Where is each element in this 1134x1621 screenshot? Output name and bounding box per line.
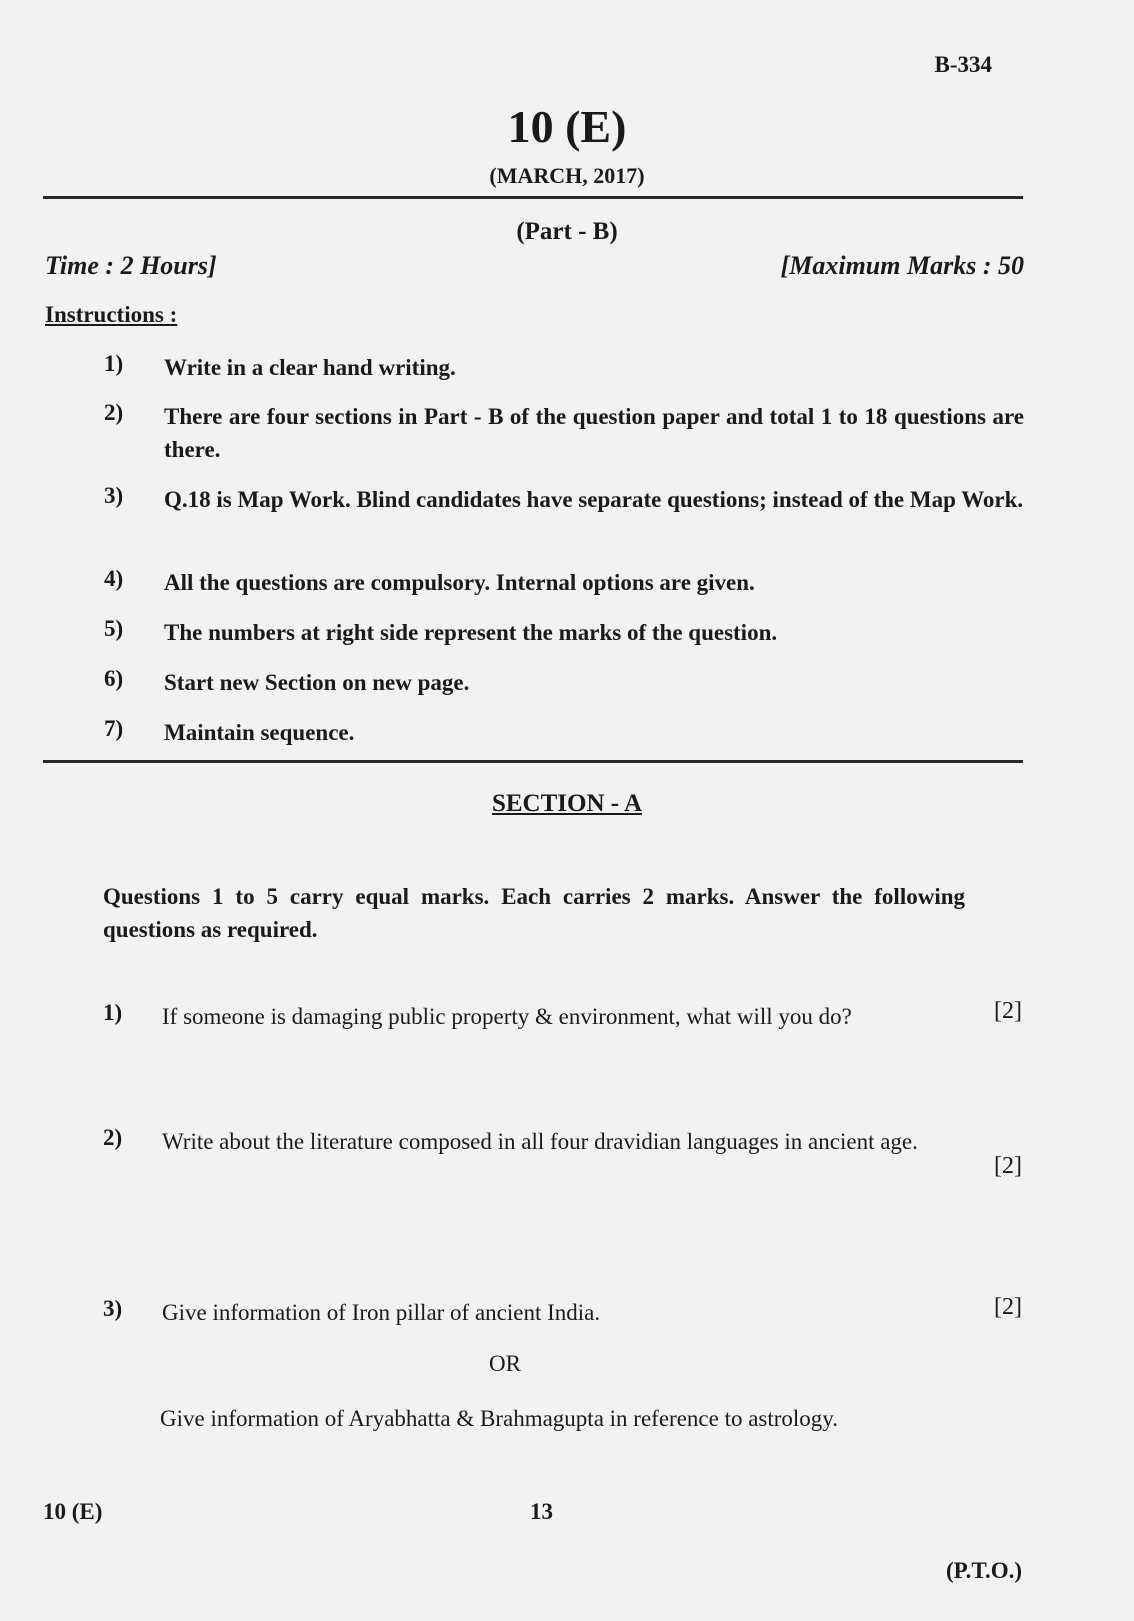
question-text: If someone is damaging public property & environment, what will you do? <box>162 1004 852 1029</box>
instruction-number: 1) <box>104 351 124 376</box>
instruction-text: Q.18 is Map Work. Blind candidates have separate questions; instead of the Map Work. <box>164 487 1024 512</box>
question-marks: [2] <box>994 1153 1022 1179</box>
question-number: 2) <box>103 1125 123 1150</box>
question-marks: [2] <box>994 1294 1022 1320</box>
page-number: 13 <box>530 1499 553 1524</box>
instruction-number: 3) <box>104 483 124 508</box>
instruction-text: Write in a clear hand writing. <box>164 355 456 380</box>
section-a-intro: Questions 1 to 5 carry equal marks. Each carries 2 marks. Answer the following questions as required. <box>103 884 965 942</box>
or-separator: OR <box>489 1351 521 1376</box>
paper-code: B-334 <box>934 52 992 77</box>
instruction-number: 2) <box>104 400 124 425</box>
footer-paper-code: 10 (E) <box>43 1499 103 1524</box>
question-marks: [2] <box>994 998 1022 1024</box>
exam-date: (MARCH, 2017) <box>489 163 645 188</box>
instruction-number: 4) <box>104 566 124 591</box>
question-text: Write about the literature composed in all four dravidian languages in ancient age. <box>162 1129 918 1154</box>
instructions-heading: Instructions : <box>45 302 178 327</box>
alternative-question: Give information of Aryabhatta & Brahmagupta in reference to astrology. <box>160 1406 839 1431</box>
instruction-text: Start new Section on new page. <box>164 670 470 695</box>
maximum-marks: [Maximum Marks : 50 <box>780 251 1024 280</box>
time-allowed: Time : 2 Hours] <box>45 251 217 280</box>
instruction-text: There are four sections in Part - B of the question paper and total 1 to 18 questions are there. <box>164 404 1024 462</box>
part-label: (Part - B) <box>516 218 618 245</box>
instruction-number: 6) <box>104 666 124 691</box>
instruction-number: 5) <box>104 616 124 641</box>
question-number: 3) <box>103 1296 123 1321</box>
instruction-number: 7) <box>104 716 124 741</box>
instruction-text: All the questions are compulsory. Internal options are given. <box>164 570 755 595</box>
paper-title: 10 (E) <box>507 101 627 152</box>
question-text: Give information of Iron pillar of ancient India. <box>162 1300 601 1325</box>
header-divider <box>43 196 1023 199</box>
instruction-text: The numbers at right side represent the marks of the question. <box>164 620 778 645</box>
instructions-divider <box>43 760 1023 763</box>
section-a-heading: SECTION - A <box>491 790 643 817</box>
instruction-text: Maintain sequence. <box>164 720 355 745</box>
question-number: 1) <box>103 1000 123 1025</box>
please-turn-over: (P.T.O.) <box>945 1558 1022 1583</box>
